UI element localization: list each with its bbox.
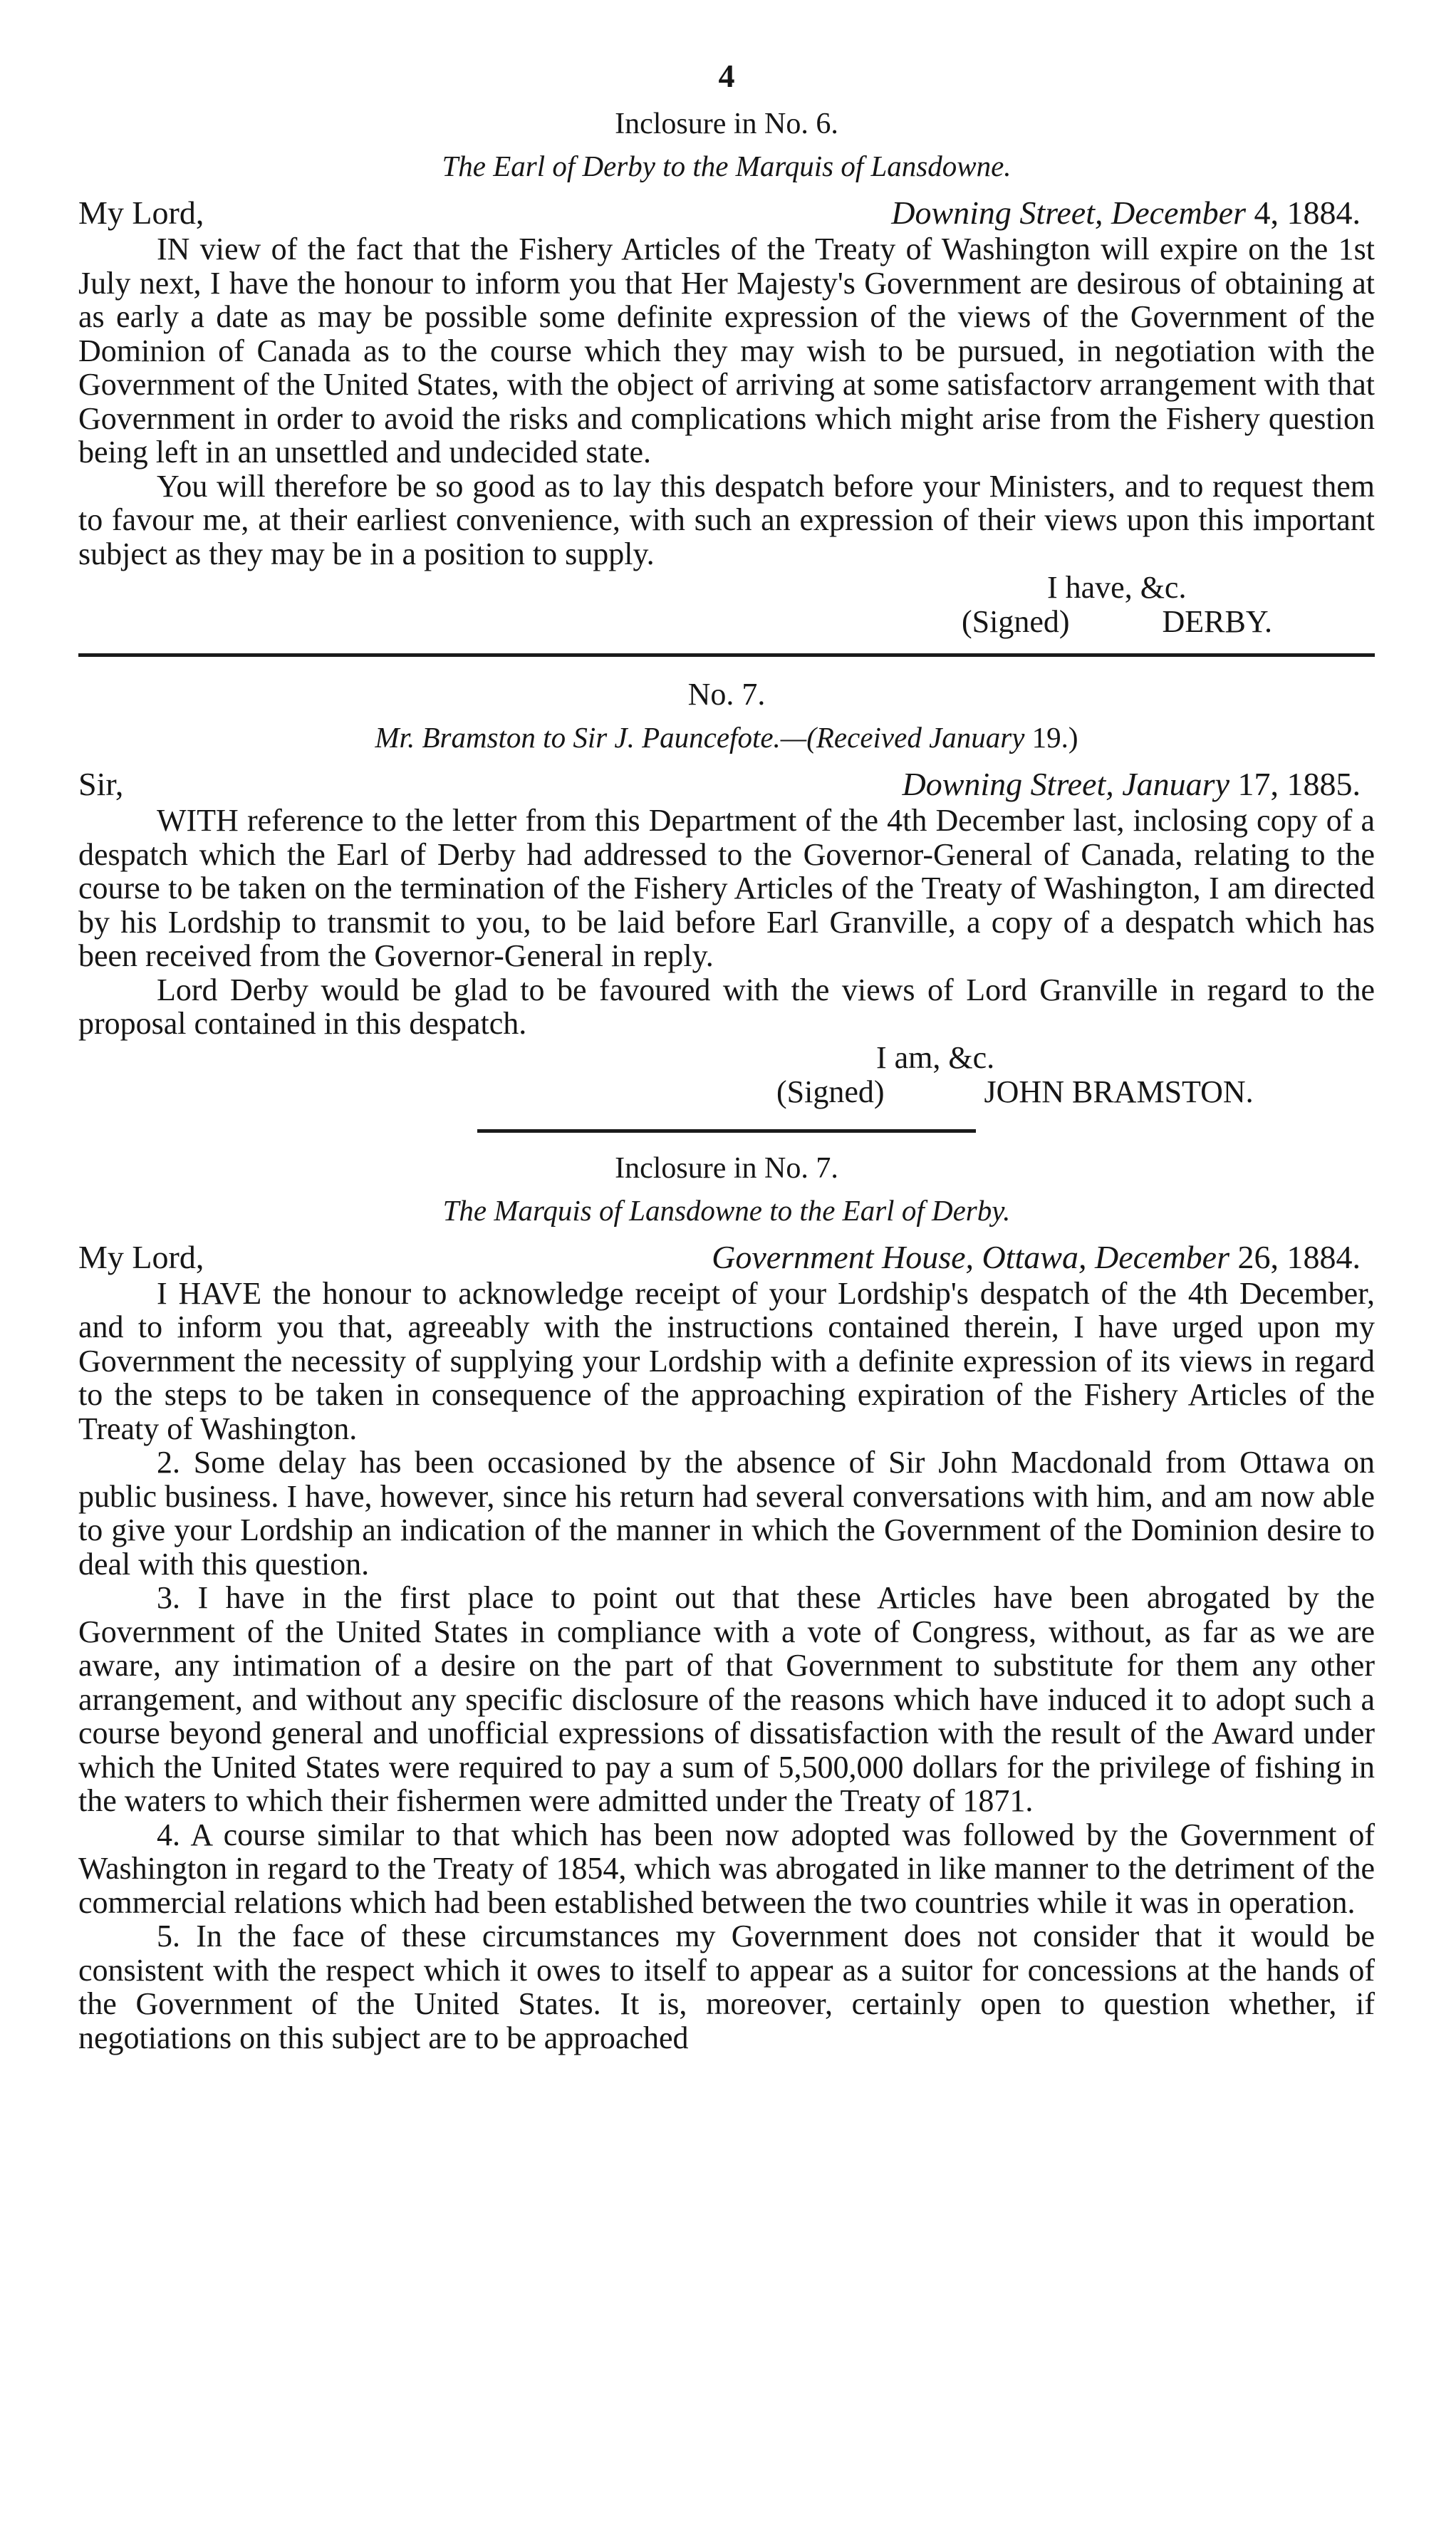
- signoff: [78, 571, 1375, 639]
- salutation: My Lord,: [78, 1238, 204, 1275]
- salutation-row: [78, 1238, 1375, 1277]
- page-number: 4: [718, 58, 735, 94]
- salutation-row: [78, 765, 1375, 804]
- section-heading: No. 7.: [687, 677, 766, 712]
- letter-title: The Earl of Derby to the Marquis of Lansdowne.: [442, 150, 1012, 182]
- paragraph: You will therefore be so good as to lay this despatch before your Ministers, and to request them to favour me, at their earliest convenience, with such an expression of their views upon this important subject as they may be in a position to supply.: [78, 468, 1375, 571]
- section-heading: Inclosure in No. 7.: [615, 1151, 838, 1185]
- section-divider: [477, 1129, 976, 1133]
- letter-place-date: Government House, Ottawa, December 26, 1884.: [712, 1238, 1361, 1275]
- letter-place-date: Downing Street, December 4, 1884.: [891, 194, 1361, 231]
- signature-line: (Signed) JOHN BRAMSTON.: [776, 1074, 1254, 1109]
- paragraph: 4. A course similar to that which has been now adopted was followed by the Government of Washington in regard to the Treaty of 1854, which was abrogated in like manner to the detriment of the commercial relations which had been established between the two countries while it was in operation.: [78, 1817, 1375, 1920]
- closing: I am, &c.: [876, 1039, 995, 1075]
- section-divider: [78, 653, 1375, 657]
- signer-name: DERBY.: [1162, 604, 1272, 639]
- paragraph: 2. Some delay has been occasioned by the absence of Sir John Macdonald from Ottawa on public business. I have, however, since his return had several conversations with him, and am now able to give your Lordship an indication of the manner in which the Government of the Dominion desire to deal with this question.: [78, 1445, 1375, 1582]
- salutation: Sir,: [78, 766, 124, 802]
- letter-place-date: Downing Street, January 17, 1885.: [902, 766, 1361, 802]
- paragraph: I HAVE the honour to acknowledge receipt of your Lordship's despatch of the 4th December, and to inform you that, agreeably with the instructions contained therein, I have urged upon my Government the necessity of supplying your Lordship with a definite expression of its views in regard to the steps to be taken in consequence of the approaching expiration of the Fishery Articles of the Treaty of Washington.: [78, 1275, 1375, 1446]
- section-inclosure-no-7: [78, 1147, 1375, 2055]
- paragraph: WITH reference to the letter from this Department of the 4th December last, inclosing copy of a despatch which the Earl of Derby had addressed to the Governor-General of Canada, relating to the course to be taken on the termination of the Fishery Articles of the Treaty of Washington, I am directed by his Lordship to transmit to you, to be laid before Earl Granville, a copy of a despatch which has been received from the Governor-General in reply.: [78, 803, 1375, 973]
- salutation: My Lord,: [78, 194, 204, 231]
- section-no-7: [78, 673, 1375, 1109]
- paragraph: IN view of the fact that the Fishery Articles of the Treaty of Washington will expire on the 1st July next, I have the honour to inform you that Her Majesty's Government are desirous of obtaining at as early a date as may be possible some definite expression of the views of the Government of the Dominion of Canada as to the course which they may wish to be pursued, in negotiation with the Government of the United States, with the object of arriving at some satisfactorv arrangement with that Government in order to avoid the risks and complications which might arise from the Fishery question being left in an unsettled and undecided state.: [78, 232, 1375, 469]
- signoff: [78, 1041, 1375, 1109]
- closing: I have, &c.: [1047, 570, 1187, 605]
- document-page: [78, 50, 1375, 2055]
- salutation-row: [78, 194, 1375, 232]
- paragraph: 5. In the face of these circumstances my Government does not consider that it would be consistent with the respect which it owes to itself to appear as a suitor for concessions at the hands of the Government of the United States. It is, moreover, certainly open to question whether, if negotiations on this subject are to be approached: [78, 1919, 1375, 2055]
- letter-title: The Marquis of Lansdowne to the Earl of Derby.: [442, 1193, 1011, 1227]
- letter-title: Mr. Bramston to Sir J. Pauncefote.—(Received January 19.): [375, 721, 1078, 754]
- paragraph: Lord Derby would be glad to be favoured with the views of Lord Granville in regard to the proposal contained in this despatch.: [78, 972, 1375, 1041]
- section-inclosure-no-6: [78, 103, 1375, 639]
- signer-name: JOHN BRAMSTON.: [984, 1074, 1254, 1109]
- paragraph: 3. I have in the first place to point out that these Articles have been abrogated by the Government of the United States in compliance with a vote of Congress, without, as far as we are aware, any intimation of a desire on the part of that Government to substitute for them any other arrangement, and without any specific disclosure of the reasons which have induced it to adopt such a course beyond general and unofficial expressions of dissatisfaction with the result of the Award under which the United States were required to pay a sum of 5,500,000 dollars for the privilege of fishing in the waters to which their fishermen were admitted under the Treaty of 1871.: [78, 1580, 1375, 1818]
- signature-line: (Signed) DERBY.: [962, 604, 1272, 639]
- section-heading: Inclosure in No. 6.: [615, 108, 838, 140]
